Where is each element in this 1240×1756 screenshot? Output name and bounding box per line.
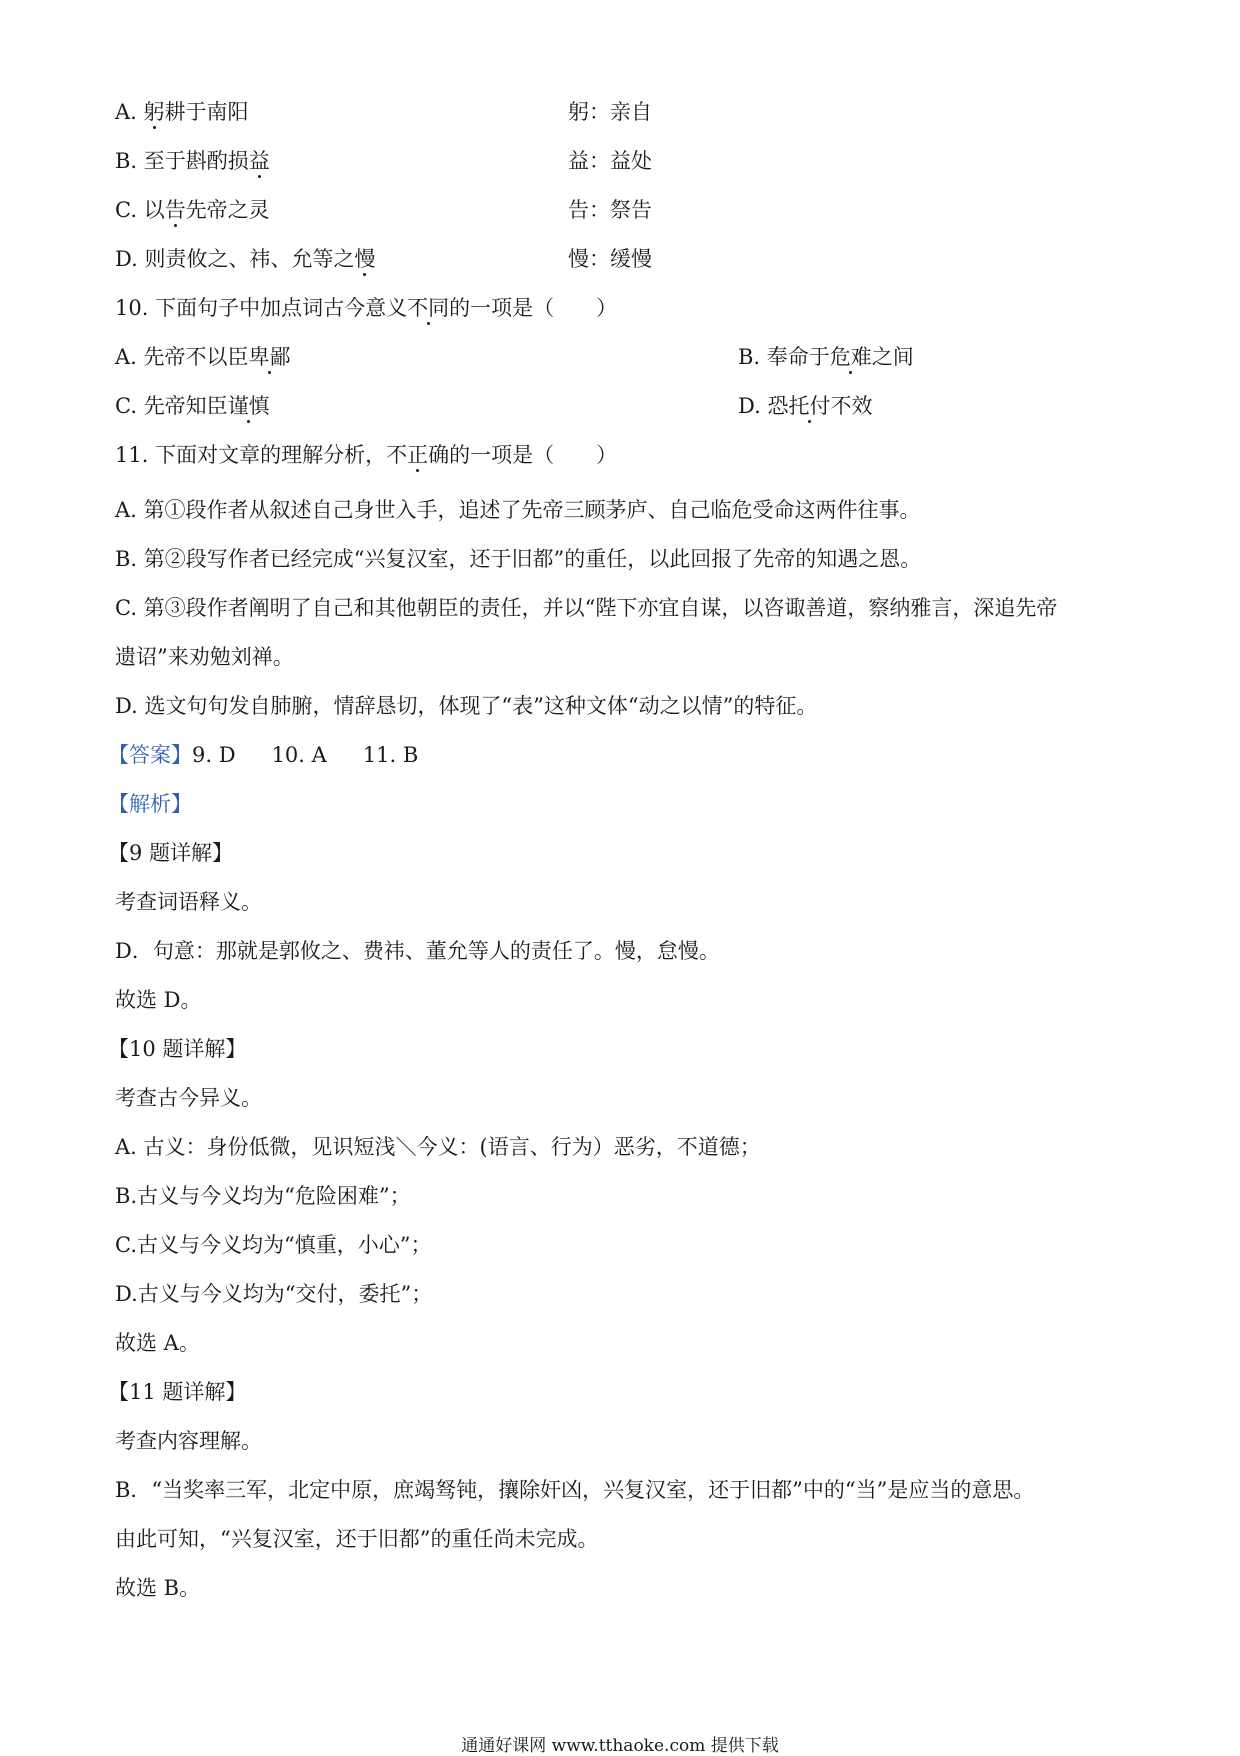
option-gloss: 益：益处 — [568, 149, 652, 173]
q11-option-b: B. 第②段写作者已经完成“兴复汉室，还于旧都”的重任，以此回报了先帝的知遇之恩。 — [115, 547, 922, 571]
option-label: D. — [115, 247, 138, 271]
answer-9: 9. D — [192, 743, 236, 767]
dotted-word: 不正确 — [386, 443, 450, 467]
dotted-word: 告 — [164, 198, 186, 222]
analysis-tag: 【解析】 — [108, 792, 192, 816]
detail-10-line: 故选 A。 — [115, 1331, 200, 1355]
option-text: 先帝知臣 — [143, 394, 228, 418]
q10-option-c — [115, 394, 270, 418]
q10-options-row-1 — [115, 342, 914, 372]
stem-text: 的一项是（ ） — [449, 296, 618, 320]
option-text: 则责攸之、祎、允等之 — [144, 247, 355, 271]
q11-option-a: A. 第①段作者从叙述自己身世入手，追述了先帝三顾茅庐、自己临危受命这两件往事。 — [115, 498, 921, 522]
dotted-word: 危难 — [829, 345, 872, 369]
option-text: 耕于南阳 — [164, 100, 249, 124]
answer-11: 11. B — [362, 743, 419, 767]
dotted-word: 慢 — [354, 247, 376, 271]
detail-9-line: 考查词语释义。 — [115, 890, 262, 914]
detail-11-line: B．“当奖率三军，北定中原，庶竭驽钝，攘除奸凶，兴复汉室，还于旧都”中的“当”是应当的意思。 — [115, 1478, 1035, 1502]
answer-line — [108, 740, 418, 770]
detail-10-line: D.古义与今义均为“交付，委托”； — [115, 1282, 433, 1306]
option-gloss: 躬：亲自 — [568, 100, 652, 124]
detail-10-line: A. 古义：身份低微，见识短浅＼今义：(语言、行为）恶劣，不道德； — [115, 1135, 761, 1159]
option-text: 恐 — [767, 394, 789, 418]
footer-watermark: 通通好课网 www.tthaoke.com 提供下载 — [461, 1736, 779, 1756]
detail-9-title: 【9 题详解】 — [108, 841, 234, 865]
dotted-word: 卑鄙 — [248, 345, 291, 369]
q11-option-d: D. 选文句句发自肺腑，情辞恳切，体现了“表”这种文体“动之以情”的特征。 — [115, 694, 818, 718]
q9-option-c — [115, 195, 652, 225]
q10-options-row-2 — [115, 391, 873, 421]
detail-10-line: 考查古今异义。 — [115, 1086, 262, 1110]
option-text: 以 — [143, 198, 165, 222]
dotted-word: 谨慎 — [227, 394, 270, 418]
option-text: 之间 — [871, 345, 914, 369]
detail-10-line: B.古义与今义均为“危险困难”； — [115, 1184, 411, 1208]
q9-option-b — [115, 146, 652, 176]
option-label: B. — [738, 345, 761, 369]
option-text: 不效 — [830, 394, 873, 418]
q9-option-d — [115, 244, 652, 274]
q10-stem — [115, 293, 617, 323]
detail-10-line: C.古义与今义均为“慎重，小心”； — [115, 1233, 432, 1257]
q10-option-b — [738, 342, 914, 372]
option-label: B. — [115, 149, 138, 173]
option-gloss: 告：祭告 — [568, 198, 652, 222]
option-gloss: 慢：缓慢 — [568, 247, 652, 271]
q10-option-d — [738, 391, 872, 421]
option-text: 奉命于 — [766, 345, 830, 369]
dotted-word: 躬 — [143, 100, 165, 124]
q11-option-c-continued: 遗诏”来劝勉刘禅。 — [115, 645, 294, 669]
detail-10-title: 【10 题详解】 — [108, 1037, 247, 1061]
detail-11-line: 由此可知，“兴复汉室，还于旧都”的重任尚未完成。 — [115, 1527, 599, 1551]
q10-option-a — [115, 345, 291, 369]
q11-option-c: C. 第③段作者阐明了自己和其他朝臣的责任，并以“陛下亦宜自谋，以咨诹善道，察纳雅言，深追先帝 — [115, 596, 1058, 620]
detail-9-line: D．句意：那就是郭攸之、费祎、董允等人的责任了。慢，怠慢。 — [115, 939, 720, 963]
dotted-word: 托付 — [788, 394, 831, 418]
stem-text: 的一项是（ ） — [449, 443, 618, 467]
q11-stem — [115, 440, 617, 470]
option-text: 至于斟酌损 — [143, 149, 249, 173]
answer-10: 10. A — [271, 743, 327, 767]
option-label: C. — [115, 198, 137, 222]
option-text: 先帝不以臣 — [143, 345, 249, 369]
detail-11-title: 【11 题详解】 — [108, 1380, 247, 1404]
stem-text: 10. 下面句子中加点词古今意义 — [115, 296, 408, 320]
detail-9-line: 故选 D。 — [115, 988, 202, 1012]
option-label: A. — [115, 345, 137, 369]
answer-tag: 【答案】 — [108, 743, 192, 767]
option-label: C. — [115, 394, 137, 418]
option-label: A. — [115, 100, 137, 124]
dotted-word: 益 — [248, 149, 270, 173]
detail-11-line: 考查内容理解。 — [115, 1429, 262, 1453]
stem-text: 11. 下面对文章的理解分析， — [115, 443, 387, 467]
option-label: D. — [738, 394, 761, 418]
dotted-word: 不同 — [407, 296, 450, 320]
q9-option-a — [115, 97, 652, 127]
option-text: 先帝之灵 — [185, 198, 270, 222]
detail-11-line: 故选 B。 — [115, 1576, 201, 1600]
